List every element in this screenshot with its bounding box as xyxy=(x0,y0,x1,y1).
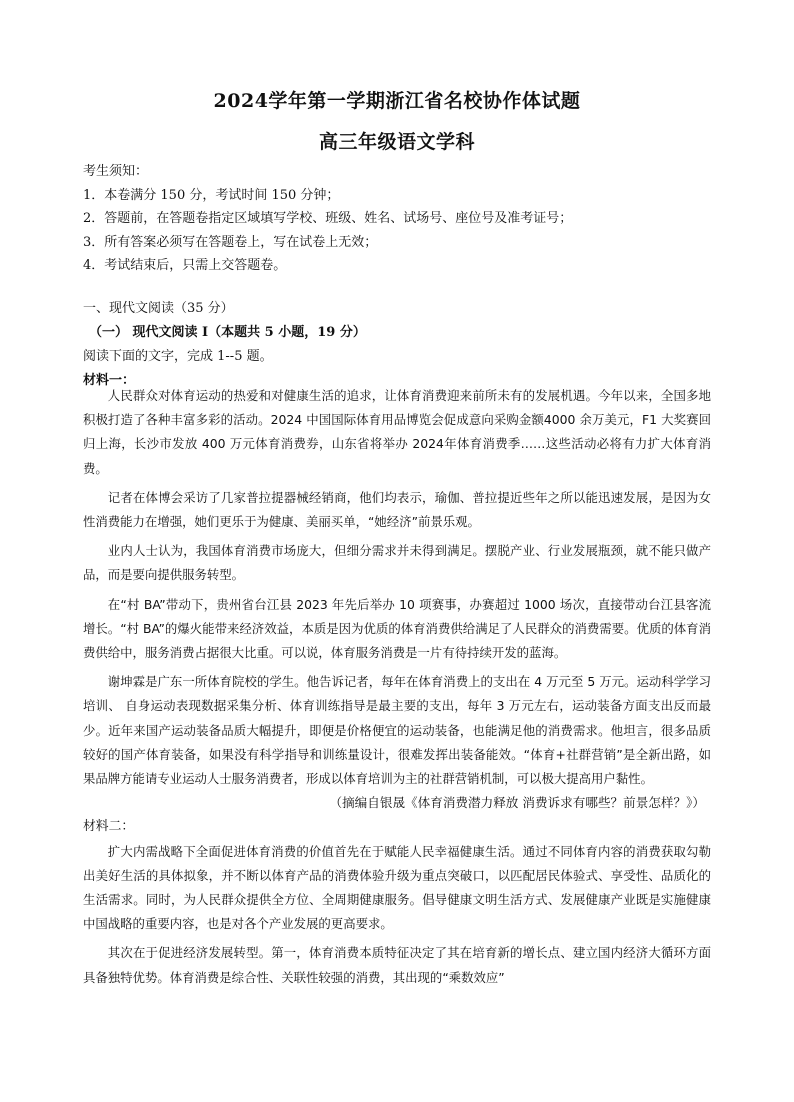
section-instruction: 阅读下面的文字，完成 1--5 题。 xyxy=(83,349,273,364)
exam-notice xyxy=(83,160,723,278)
exam-subtitle: 高三年级语文学科 xyxy=(318,131,475,153)
reading-body xyxy=(83,384,711,990)
exam-title: 2024学年第一学期浙江省名校协作体试题 xyxy=(213,90,581,112)
material2-paragraph: 其次在于促进经济发展转型。第一，体育消费本质特征决定了其在培育新的增长点、建立国内经济大循环方面具备独特优势。体育消费是综合性、关联性较强的消费，其出现的“乘数效应” xyxy=(83,945,711,985)
notice-heading: 考生须知： xyxy=(83,164,149,179)
material1-paragraph: 在“村 BA”带动下，贵州省台江县 2023 年先后举办 10 项赛事，办赛超过 1000 场次，直接带动台江县客流增长。“村 BA”的爆火能带来经济效益，本质是因为优质的体育消费供给满足了人民群众的消费需要。优质的体育消费供给中，服务消费占据很大比重。可以说，体育服务消费是一片有待持续开发的蓝海。 xyxy=(83,596,711,661)
notice-item: 4．考试结束后，只需上交答题卷。 xyxy=(83,258,287,273)
section-header xyxy=(83,297,723,393)
material1-paragraph: 人民群众对体育运动的热爱和对健康生活的追求，让体育消费迎来前所未有的发展机遇。今年以来，全国多地积极打造了各种丰富多彩的活动。2024 中国国际体育用品博览会促成意向采购金额4000 余万美元，F1 大奖赛回归上海，长沙市发放 400 万元体育消费券，山东省将举办 2024年体育消费季……这些活动必将有力扩大体育消费。 xyxy=(83,388,711,476)
material1-paragraph: 记者在体博会采访了几家普拉提器械经销商，他们均表示，瑜伽、普拉提近些年之所以能迅速发展，是因为女性消费能力在增强，她们更乐于为健康、美丽买单，“她经济”前景乐观。 xyxy=(83,489,711,530)
material2-paragraph: 扩大内需战略下全面促进体育消费的价值首先在于赋能人民幸福健康生活。通过不同体育内容的消费获取勾勒出美好生活的具体拟象，并不断以体育产品的消费体验升级为重点突破口，以匹配居民体验式、享受性、品质化的生活需求。同时，为人民群众提供全方位、全周期健康服务。倡导健康文明生活方式、发展健康产业既是实施健康中国战略的重要内容，也是对各个产业发展的更高要求。 xyxy=(83,843,711,932)
notice-item: 2．答题前，在答题卷指定区域填写学校、班级、姓名、试场号、座位号及准考证号； xyxy=(83,211,573,226)
notice-item: 3．所有答案必须写在答题卷上，写在试卷上无效； xyxy=(83,234,378,250)
material1-paragraph: 业内人士认为，我国体育消费市场庞大，但细分需求并未得到满足。摆脱产业、行业发展瓶颈，就不能只做产品，而是要向提供服务转型。 xyxy=(83,543,711,583)
material2-label: 材料二： xyxy=(83,819,135,835)
material1-label: 材料一： xyxy=(83,373,136,388)
notice-item: 1．本卷满分 150 分，考试时间 150 分钟； xyxy=(83,187,340,203)
material1-paragraph: 谢坤霖是广东一所体育院校的学生。他告诉记者，每年在体育消费上的支出在 4 万元至 5 万元。运动科学学习培训、 自身运动表现数据采集分析、体育训练指导是最主要的支出，每年 3 万元左右，运动装备方面支出反而最少。近年来国产运动装备品质大幅提升，即便是价格便宜的运动装备，也能满足他的消费需求。他坦言，很多品质较好的国产体育装备，如果没有科学指导和训练量设计，很难发挥出装备能效。“体育+社群营销”是全新出路，如果品牌方能请专业运动人士服务消费者，形成以体育培训为主的社群营销机制，可以极大提高用户黏性。 xyxy=(83,674,711,787)
material1-source: （摘编自银晟《体育消费潜力释放 消费诉求有哪些？前景怎样？》） xyxy=(329,795,705,811)
section-subtitle: （一） 现代文阅读 Ⅰ（本题共 5 小题，19 分） xyxy=(89,325,366,340)
section-title: 一、现代文阅读（35 分） xyxy=(83,301,234,316)
